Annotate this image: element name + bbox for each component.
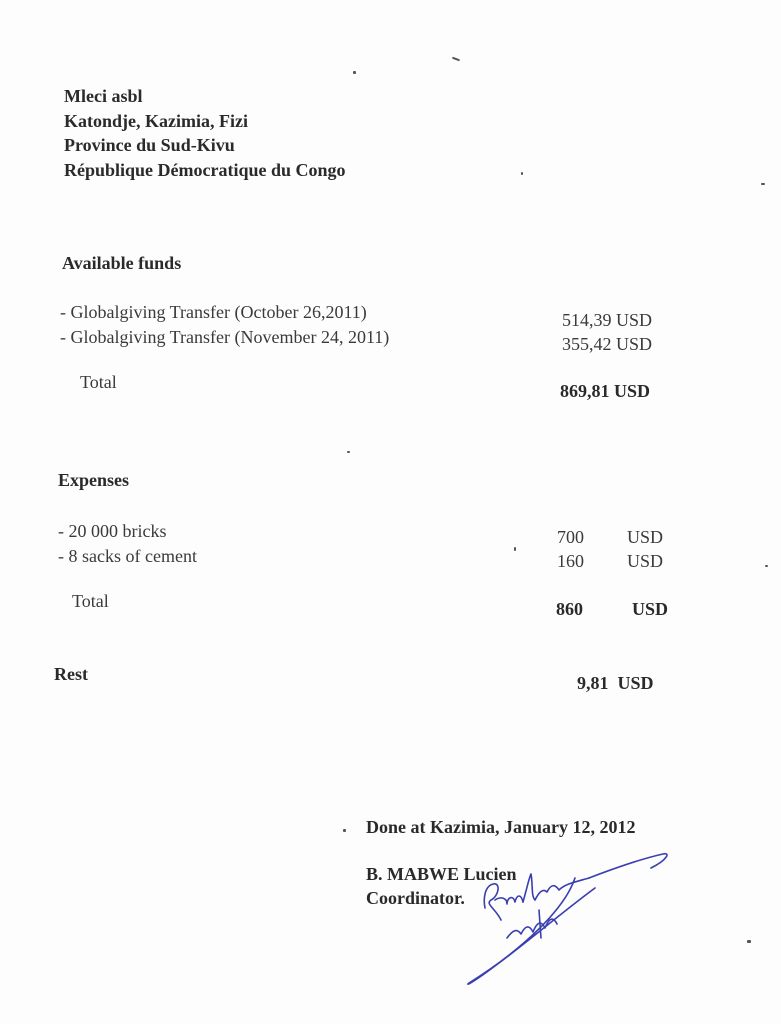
expense-item-currency: USD (627, 527, 664, 547)
scan-speck (747, 940, 751, 943)
scan-speck (521, 172, 523, 175)
expenses-heading: Expenses (58, 470, 130, 490)
signatory-title: Coordinator. (366, 888, 465, 908)
funds-item-amount: 355,42 USD (562, 334, 653, 354)
funds-item-amount: 514,39 USD (562, 310, 653, 330)
handwritten-signature (455, 838, 695, 998)
expense-item-amount: 160 (557, 551, 584, 571)
expenses-total-currency: USD (632, 599, 669, 619)
scan-speck (353, 71, 356, 74)
expense-item-label: - 8 sacks of cement (58, 546, 197, 566)
organization-location: Katondje, Kazimia, Fizi (64, 111, 248, 131)
scan-speck (347, 451, 350, 453)
signatory-name: B. MABWE Lucien (366, 864, 517, 884)
rest-amount: 9,81 USD (577, 673, 654, 693)
organization-province: Province du Sud-Kivu (64, 135, 235, 155)
expenses-total-label: Total (72, 591, 109, 611)
organization-name: Mleci asbl (64, 86, 143, 106)
scan-speck (452, 57, 460, 62)
funds-total-amount: 869,81 USD (560, 381, 651, 401)
scan-speck (343, 829, 346, 832)
funds-item-label: - Globalgiving Transfer (November 24, 2011) (60, 327, 390, 347)
funds-total-label: Total (80, 372, 117, 392)
organization-country: République Démocratique du Congo (64, 160, 346, 180)
scan-speck (761, 183, 765, 185)
expense-item-currency: USD (627, 551, 664, 571)
expense-item-label: - 20 000 bricks (58, 521, 167, 541)
expenses-total-amount: 860 (556, 599, 583, 619)
rest-label: Rest (54, 664, 88, 684)
place-and-date: Done at Kazimia, January 12, 2012 (366, 817, 636, 837)
expense-item-amount: 700 (557, 527, 584, 547)
scan-speck (765, 565, 768, 567)
scan-speck (514, 547, 516, 551)
funds-item-label: - Globalgiving Transfer (October 26,2011) (60, 302, 367, 322)
available-funds-heading: Available funds (62, 253, 182, 273)
